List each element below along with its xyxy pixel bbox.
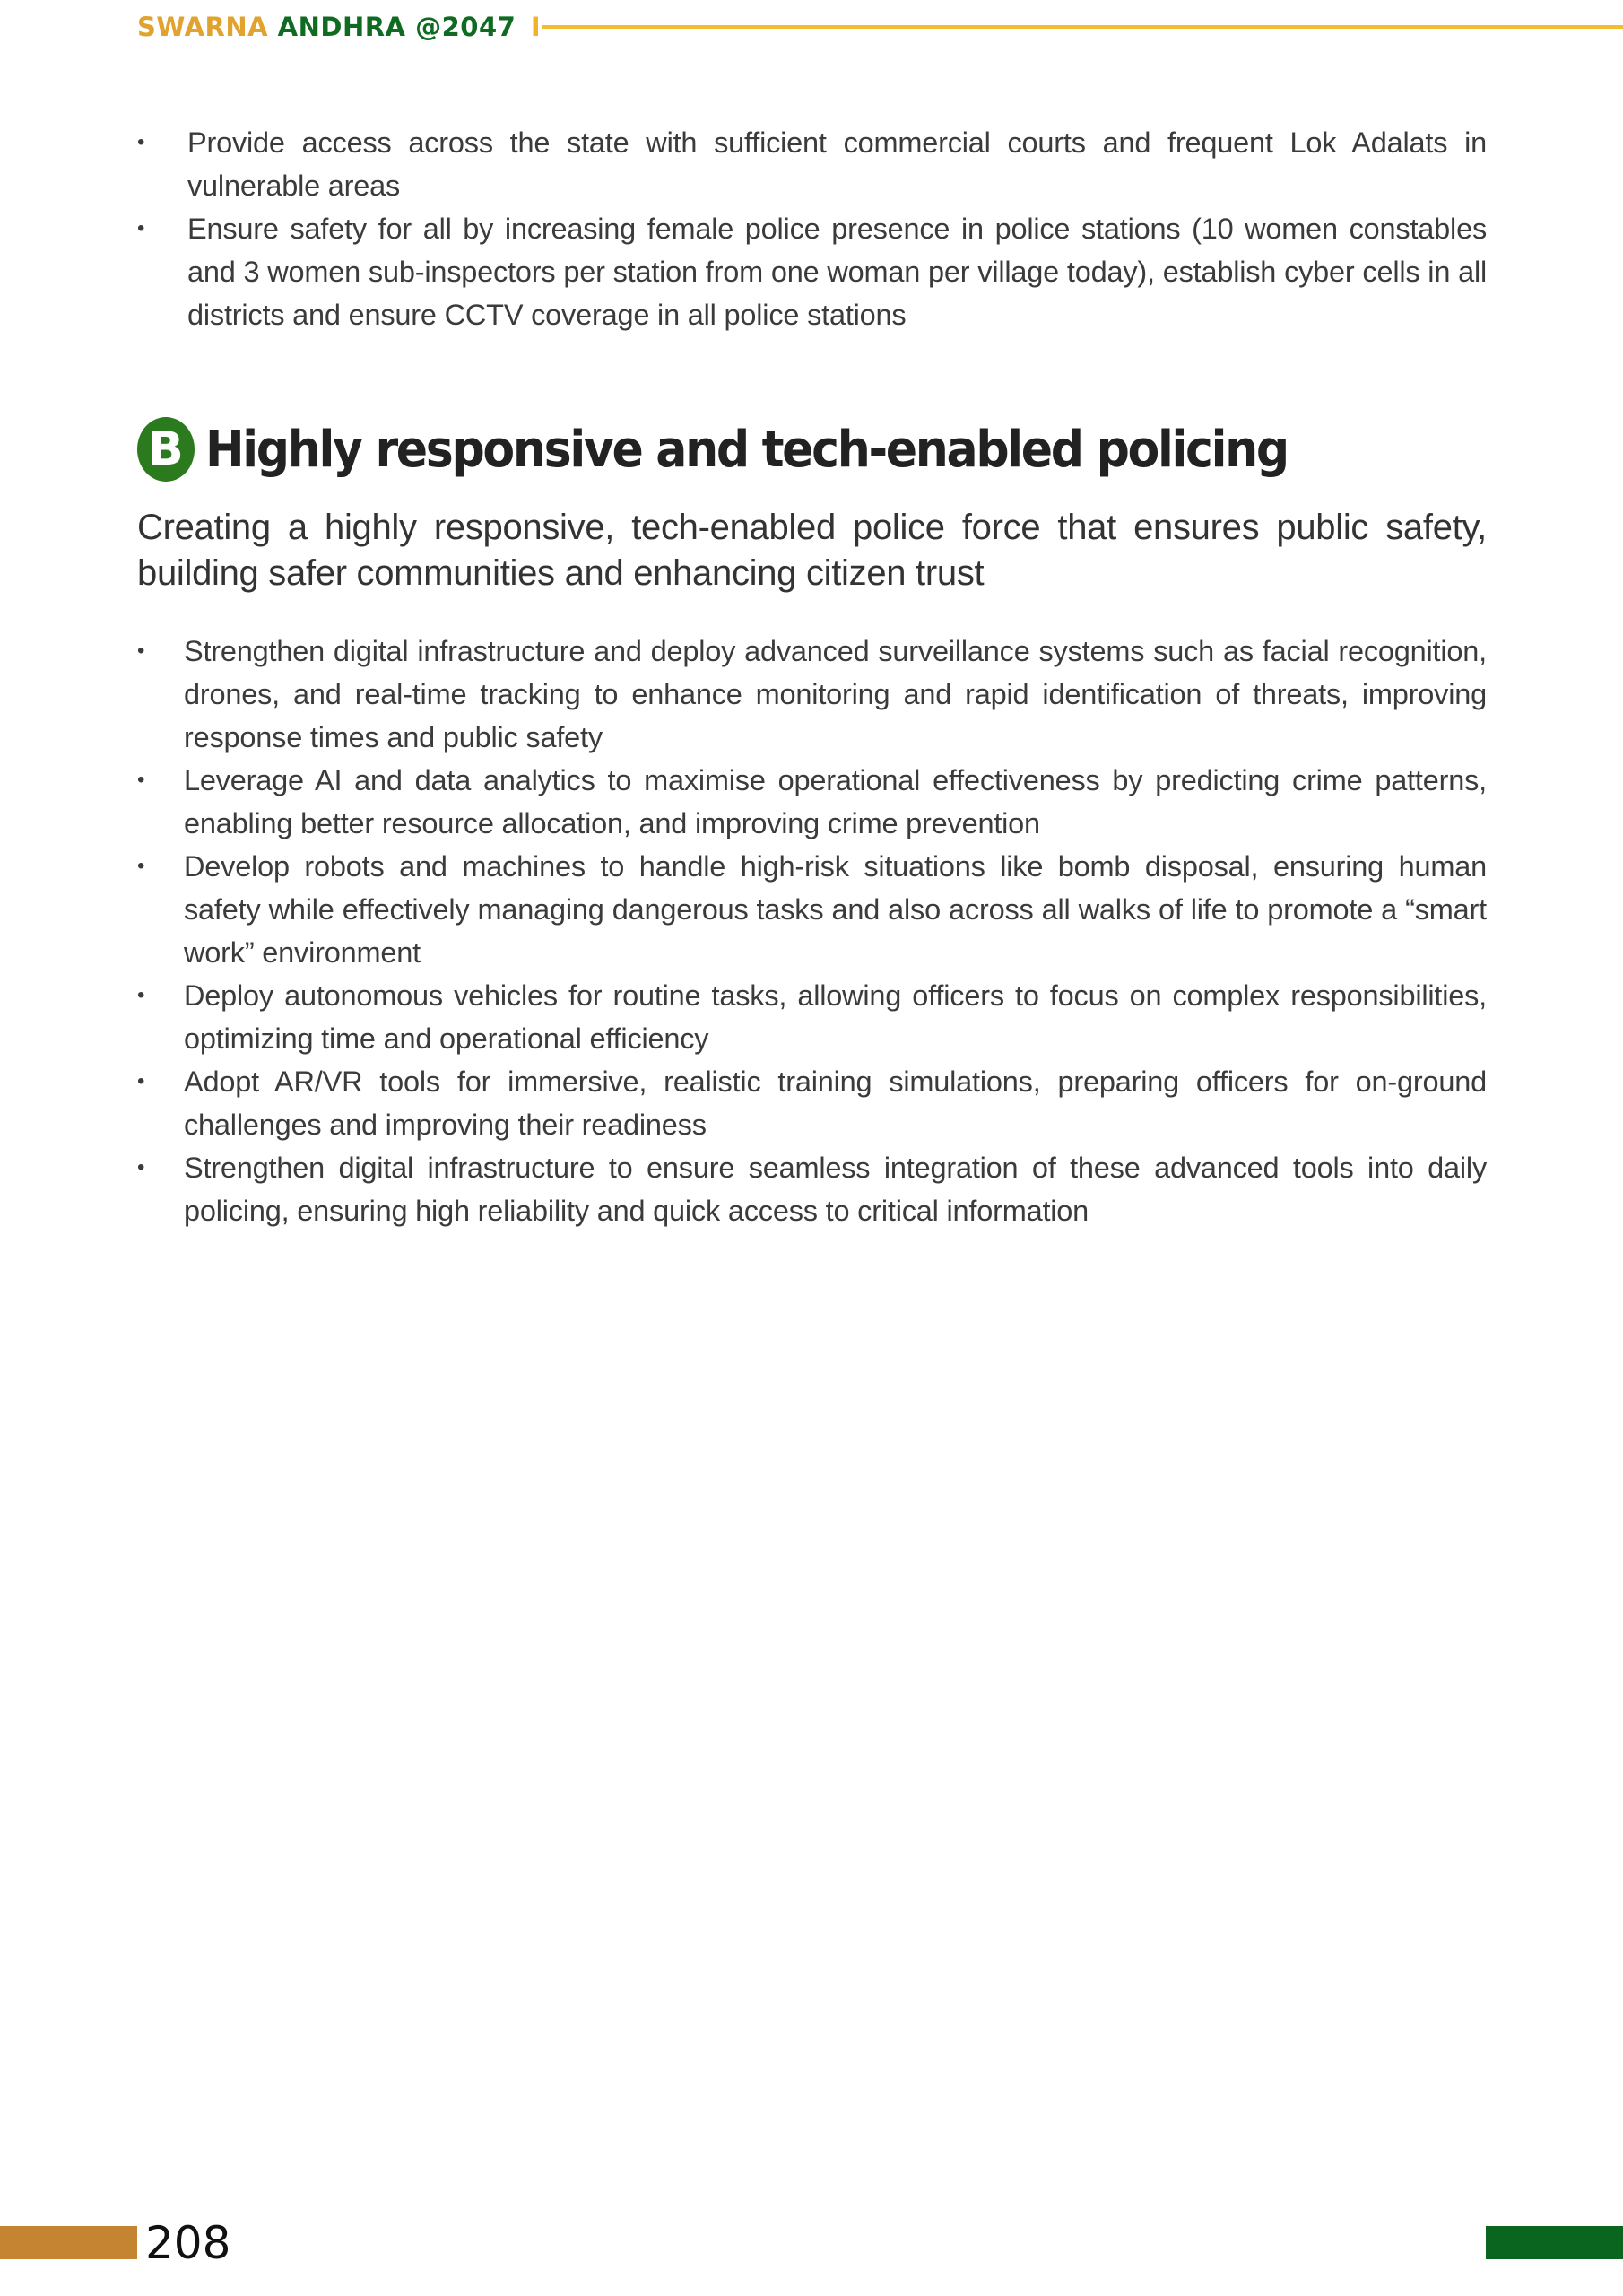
section-subtitle: Creating a highly responsive, tech-enabled police force that ensures public safety, building safer communities and enhancing citizen trust [137, 508, 1487, 593]
bullet-icon: • [137, 983, 145, 1007]
section-heading [137, 417, 1369, 482]
page-number: 208 [145, 2217, 231, 2269]
bullet-icon: • [137, 216, 145, 240]
brand-andhra-2047: ANDHRA @2047 [277, 12, 516, 42]
list-item-text: Develop robots and machines to handle high-risk situations like bomb disposal, ensuring human safety while effectively managing dangerous tasks and also across all walks of life to promote a “smart work” environment [184, 850, 1487, 969]
list-item [137, 974, 1487, 1060]
list-item-text: Deploy autonomous vehicles for routine tasks, allowing officers to focus on complex responsibilities, optimizing time and operational efficiency [184, 979, 1487, 1055]
bullet-icon: • [137, 130, 145, 154]
section-bullet-list [137, 630, 1487, 1232]
bullet-icon: • [137, 1155, 145, 1179]
list-item [137, 1060, 1487, 1146]
list-item-text: Ensure safety for all by increasing female police presence in police stations (10 women constables and 3 women sub-inspectors per station from one woman per village today), establish cyber cells in all districts and ensure CCTV coverage in all police stations [187, 213, 1487, 331]
list-item [137, 630, 1487, 759]
list-item-text: Strengthen digital infrastructure and deploy advanced surveillance systems such as facial recognition, drones, and real-time tracking to enhance monitoring and rapid identification of threats, improving response times and public safety [184, 635, 1487, 753]
bullet-icon: • [137, 1069, 145, 1093]
section-title: Highly responsive and tech-enabled policing [205, 420, 1288, 479]
list-item-text: Adopt AR/VR tools for immersive, realistic training simulations, preparing officers for on-ground challenges and improving their readiness [184, 1065, 1487, 1141]
bullet-icon: • [137, 854, 145, 878]
list-item-text: Leverage AI and data analytics to maximise operational effectiveness by predicting crime patterns, enabling better resource allocation, and improving crime prevention [184, 764, 1487, 839]
footer-right-bar [1486, 2226, 1623, 2259]
list-item [137, 121, 1487, 207]
top-bullet-list [137, 121, 1487, 336]
brand-swarna: SWARNA [137, 12, 269, 42]
header-rule [542, 25, 1623, 29]
list-item [137, 845, 1487, 974]
bullet-icon: • [137, 768, 145, 792]
list-item [137, 207, 1487, 336]
list-item [137, 759, 1487, 845]
list-item-text: Provide access across the state with sufficient commercial courts and frequent Lok Adalats in vulnerable areas [187, 126, 1487, 202]
brand-separator: I [530, 12, 542, 42]
list-item-text: Strengthen digital infrastructure to ensure seamless integration of these advanced tools into daily policing, ensuring high reliability and quick access to critical information [184, 1152, 1487, 1227]
section-letter-badge-icon: B [137, 417, 195, 482]
list-item [137, 1146, 1487, 1232]
page-header [137, 9, 1623, 45]
brand-title [137, 12, 541, 42]
footer-left-bar [0, 2226, 137, 2259]
bullet-icon: • [137, 639, 145, 663]
